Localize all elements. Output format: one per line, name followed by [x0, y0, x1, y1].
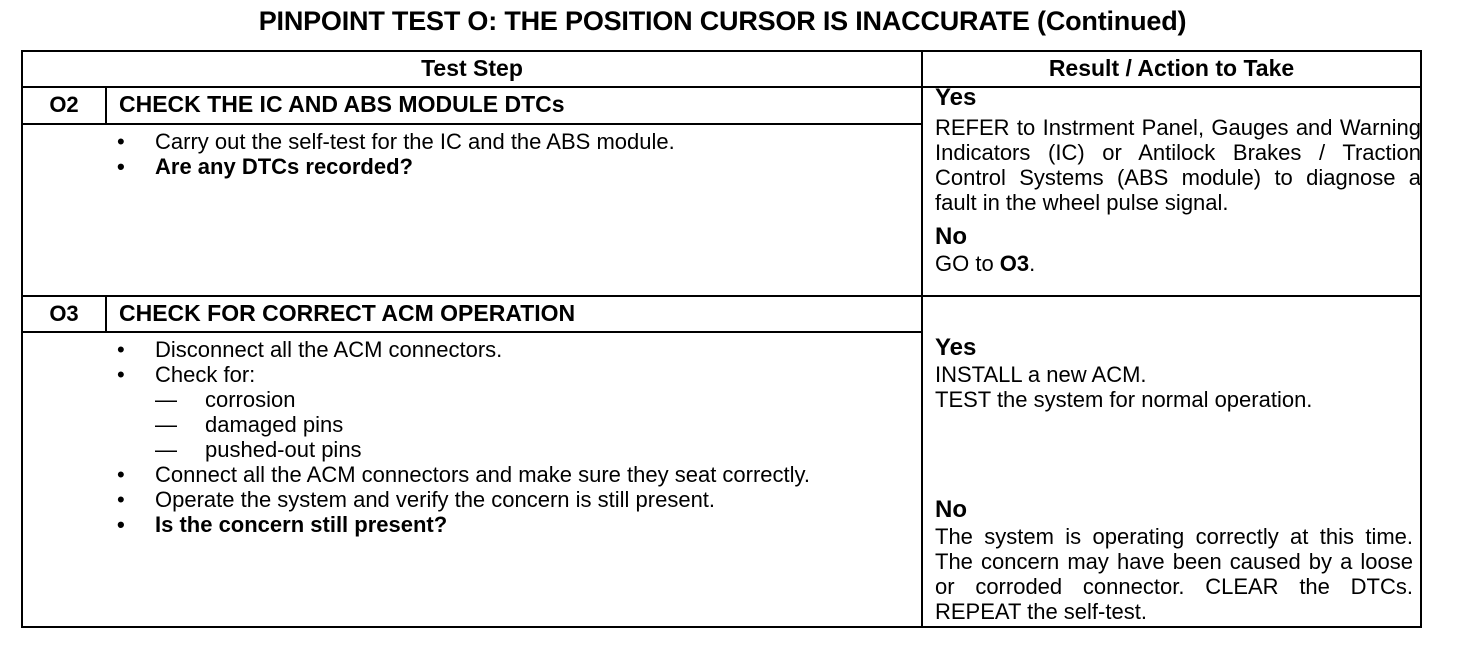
o2-id-divider [105, 86, 107, 123]
step-id-o2: O2 [49, 92, 79, 117]
step-title-o2: CHECK THE IC AND ABS MODULE DTCs [119, 91, 565, 117]
o2-title-divider [23, 123, 921, 125]
list-item: • Carry out the self-test for the IC and the ABS module. [117, 129, 675, 154]
o2-no-label: No [935, 223, 967, 250]
o3-id-divider [105, 295, 107, 331]
header-divider [23, 86, 1420, 88]
o3-yes-label: Yes [935, 334, 977, 361]
o3-reference[interactable]: O3 [999, 251, 1030, 276]
header-test-step: Test Step [421, 55, 523, 81]
list-item: — corrosion [117, 387, 835, 412]
o3-yes-line-1: INSTALL a new ACM. [935, 362, 1147, 387]
o3-yes-line-2: TEST the system for normal operation. [935, 387, 1313, 412]
list-item: • Check for: [117, 362, 835, 387]
list-item: • Disconnect all the ACM connectors. [117, 337, 835, 362]
step-o3-instructions [117, 337, 835, 537]
step-id-o3: O3 [49, 301, 79, 326]
o3-no-label: No [935, 496, 967, 523]
list-item: • Is the concern still present? [117, 512, 835, 537]
o3-no-text: The system is operating correctly at this time. The concern may have been caused by a loose or corroded connector. CLEAR the DTCs. REPEAT the self-test. [935, 524, 1413, 624]
o2-no-text [935, 251, 1035, 276]
pinpoint-test-table [21, 50, 1422, 628]
list-item: — damaged pins [117, 412, 835, 437]
step-o2-instructions [117, 129, 675, 179]
list-item: • Operate the system and verify the concern is still present. [117, 487, 835, 512]
row-divider [23, 295, 1420, 297]
o2-no-text-prefix: GO to [935, 251, 1000, 276]
list-item: — pushed-out pins [117, 437, 835, 462]
o3-title-divider [23, 331, 921, 333]
o2-no-text-suffix: . [1029, 251, 1036, 276]
header-result: Result / Action to Take [1048, 55, 1295, 81]
page-title: PINPOINT TEST O: THE POSITION CURSOR IS INACCURATE (Continued) [258, 6, 1187, 36]
o2-yes-label: Yes [935, 84, 977, 111]
o2-yes-text: REFER to Instrment Panel, Gauges and Warning Indicators (IC) or Antilock Brakes / Traction Control Systems (ABS module) to diagnose a fault in the wheel pulse signal. [935, 115, 1421, 215]
column-divider [921, 52, 923, 626]
list-item: • Are any DTCs recorded? [117, 154, 675, 179]
list-item: • Connect all the ACM connectors and make sure they seat correctly. [117, 462, 835, 487]
step-title-o3: CHECK FOR CORRECT ACM OPERATION [119, 300, 576, 326]
